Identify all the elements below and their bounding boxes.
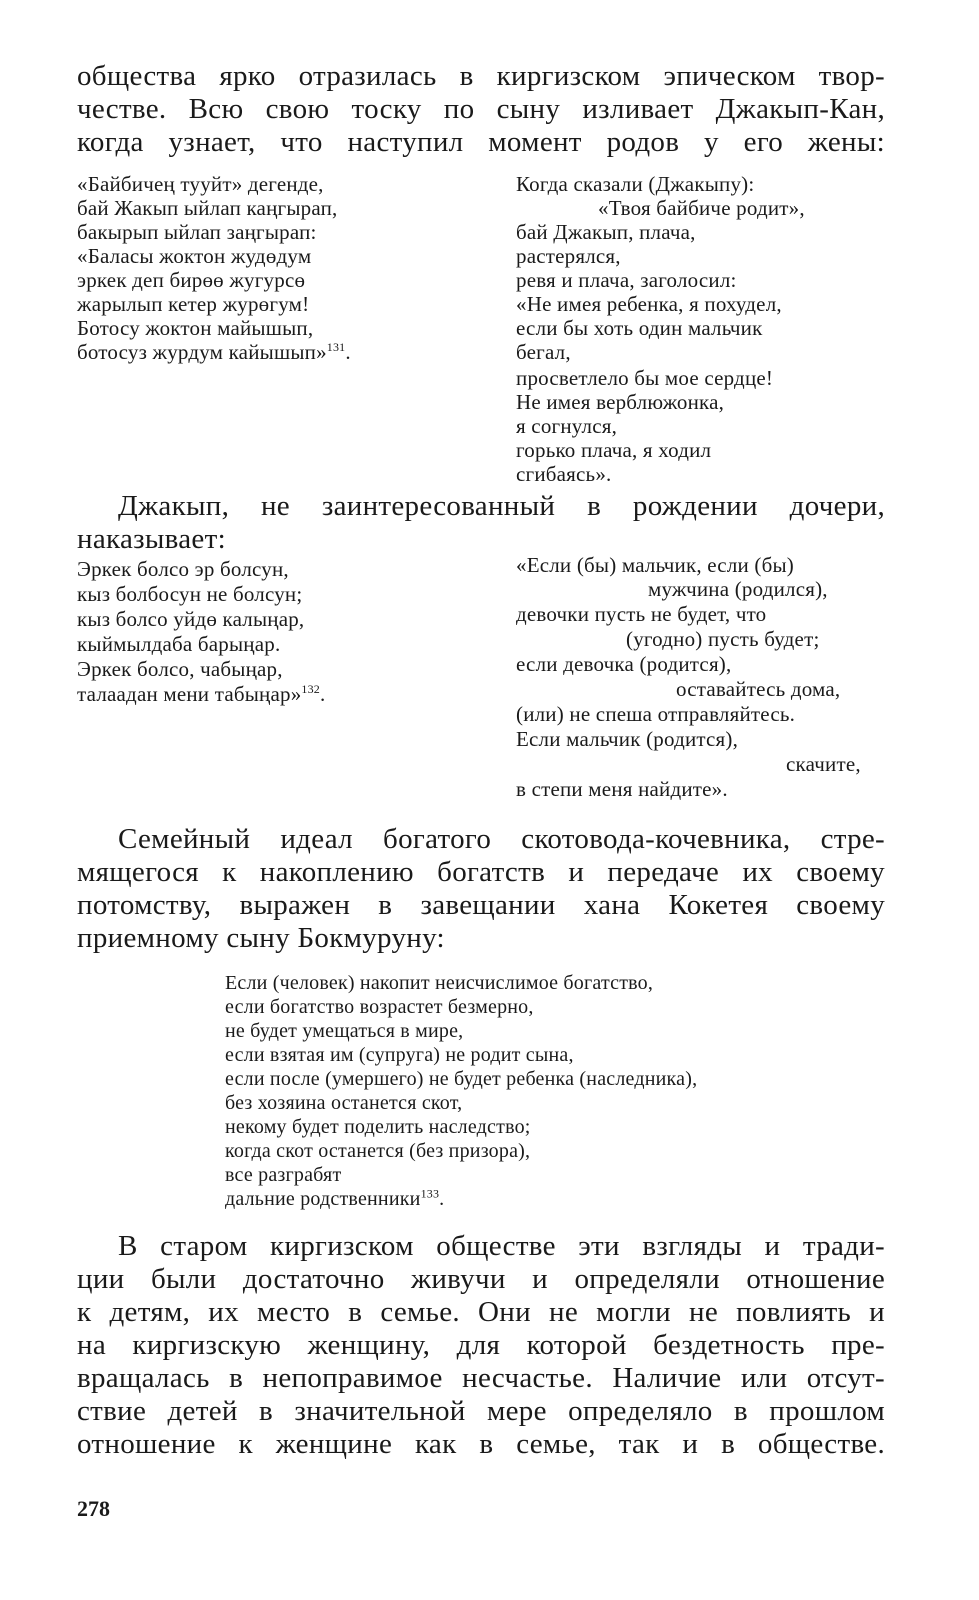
verse-line: девочки пусть не будет, что	[516, 602, 767, 626]
verse-line: кыз болбосун не болсун;	[77, 582, 303, 606]
verse-line: если после (умершего) не будет ребенка (наследника),	[225, 1068, 698, 1090]
verse-line: (или) не спеша отправляйтесь.	[516, 702, 796, 726]
verse-line: не будет умещаться в мире,	[225, 1020, 464, 1042]
verse-line: Если (человек) накопит неисчислимое богатство,	[225, 972, 654, 994]
verse-line: кыймылдаба барыңар.	[77, 632, 281, 656]
verse-line: талаадан мени табыңар»$^{132}$.	[77, 682, 326, 706]
verse-line: Не имея верблюжонка,	[516, 390, 725, 414]
verse-line: в степи меня найдите».	[516, 777, 728, 801]
verse-line: я согнулся,	[516, 414, 618, 438]
verse-line: «Твоя байбиче родит»,	[598, 196, 805, 220]
verse-line: сгибаясь».	[516, 462, 612, 486]
verse-line: Когда сказали (Джакыпу):	[516, 172, 755, 196]
text-line: когда узнает, что наступил момент родов у его жены:	[77, 126, 885, 158]
text-line: Джакып, не заинтересованный в рождении дочери,	[118, 490, 885, 522]
verse-line: скачите,	[786, 752, 861, 776]
verse-line: некому будет поделить наследство;	[225, 1116, 531, 1138]
verse-line: растерялся,	[516, 244, 621, 268]
text-line: к детям, их место в семье. Они не могли не повлиять и	[77, 1296, 885, 1328]
page-number: 278	[77, 1496, 110, 1521]
verse-line: если девочка (родится),	[516, 652, 732, 676]
verse-line: «Байбичең тууйт» дегенде,	[77, 172, 324, 196]
text-line: вращалась в непоправимое несчастье. Наличие или отсут-	[77, 1362, 885, 1394]
text-line: В старом киргизском обществе эти взгляды и тради-	[118, 1230, 885, 1262]
verse-line: «Баласы жоктон жудөдум	[77, 244, 312, 268]
verse-line: жарылып кетер журөгум!	[77, 292, 310, 316]
verse-line: если взятая им (супруга) не родит сына,	[225, 1044, 574, 1066]
verse-line: мужчина (родился),	[648, 577, 828, 601]
verse-line: (угодно) пусть будет;	[626, 627, 820, 651]
verse-line: Ботосу жоктон майышып,	[77, 316, 314, 340]
verse-line: Эркек болсо, чабыңар,	[77, 657, 283, 681]
text-line: на киргизскую женщину, для которой бездетность пре-	[77, 1329, 885, 1361]
verse-line: бакырып ыйлап заңгырап:	[77, 220, 317, 244]
verse-line: Эркек болсо эр болсун,	[77, 557, 289, 581]
footnote-ref: 133	[420, 1186, 440, 1201]
text-line: потомству, выражен в завещании хана Кокетея своему	[77, 889, 885, 921]
text-line: ствие детей в значительной мере определяло в прошлом	[77, 1395, 885, 1427]
text-line: мящегося к накоплению богатств и передаче их своему	[77, 856, 885, 888]
verse-line: бай Джакып, плача,	[516, 220, 696, 244]
verse-line: оставайтесь дома,	[676, 677, 841, 701]
text-line: честве. Всю свою тоску по сыну изливает Джакып-Кан,	[77, 93, 885, 125]
verse-line: если бы хоть один мальчик	[516, 316, 763, 340]
verse-line: бегал,	[516, 340, 571, 364]
verse-line: бай Жакып ыйлап каңгырап,	[77, 196, 338, 220]
text-line: отношение к женщине как в семье, так и в обществе.	[77, 1428, 885, 1460]
verse-line: если богатство возрастет безмерно,	[225, 996, 534, 1018]
text-line: приемному сыну Бокмуруну:	[77, 922, 445, 954]
verse-line: Если мальчик (родится),	[516, 727, 739, 751]
text-line: ции были достаточно живучи и определяли отношение	[77, 1263, 885, 1295]
text-line: наказывает:	[77, 523, 226, 555]
text-line: общества ярко отразилась в киргизском эпическом твор-	[77, 60, 885, 92]
verse-line: дальние родственники$^{133}$.	[225, 1186, 445, 1210]
verse-line: горько плача, я ходил	[516, 438, 712, 462]
verse-line: без хозяина останется скот,	[225, 1092, 463, 1114]
verse-line: эркек деп бирөө жугурсө	[77, 268, 306, 292]
verse-line: «Если (бы) мальчик, если (бы)	[516, 553, 794, 577]
verse-line: кыз болсо уйдө калыңар,	[77, 607, 305, 631]
verse-line: ревя и плача, заголосил:	[516, 268, 737, 292]
verse-line: когда скот останется (без призора),	[225, 1140, 531, 1162]
verse-line: просветлело бы мое сердце!	[516, 366, 774, 390]
verse-line: «Не имея ребенка, я похудел,	[516, 292, 782, 316]
text-line: Семейный идеал богатого скотовода-кочевника, стре-	[118, 823, 885, 855]
footnote-ref: 132	[301, 682, 321, 696]
verse-line: все разграбят	[225, 1164, 342, 1186]
footnote-ref: 131	[326, 340, 346, 354]
verse-line: ботосуз журдум кайышып»$^{131}$.	[77, 340, 351, 364]
